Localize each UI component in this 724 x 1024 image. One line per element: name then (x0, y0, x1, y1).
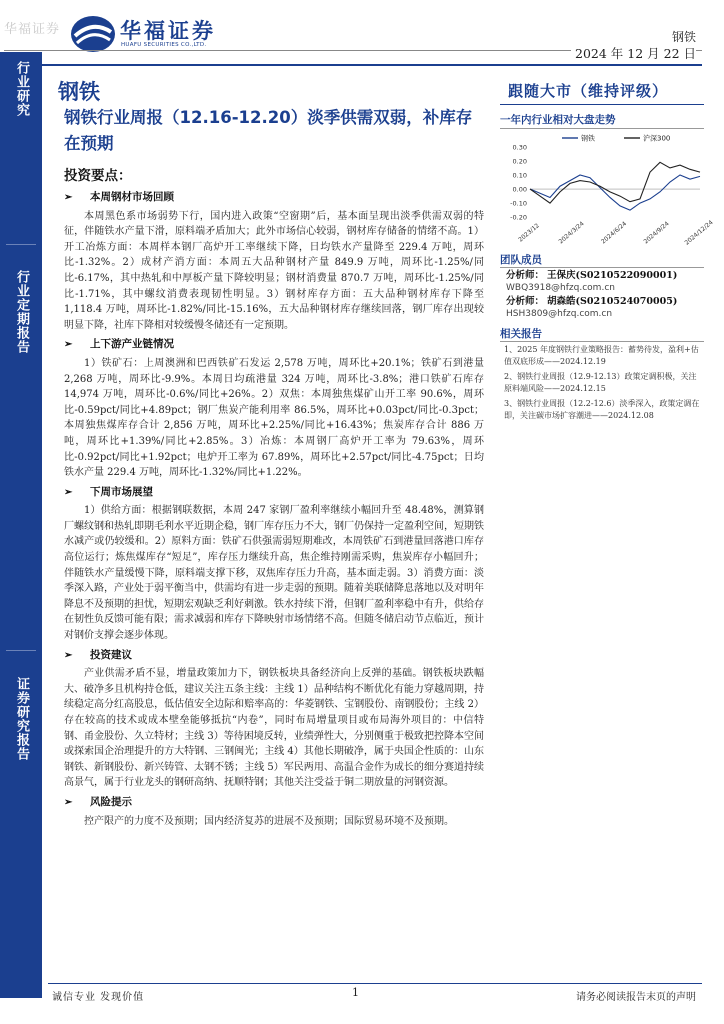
header-divider-accent (4, 64, 702, 66)
section-heading-supply-chain: ➢ 上下游产业链情况 (64, 337, 484, 353)
footer-slogan: 诚信专业 发现价值 (52, 992, 145, 1003)
paragraph-outlook: 1）供给方面：根据钢联数据，本周 247 家钢厂盈利率继续小幅回升至 48.48%，测算钢厂螺纹钢和热轧即期毛利水平近期企稳，钢厂库存压力不大，钢厂仍保持一定盈利空间，短期铁水减产或仍较缓和。2）原料方面：铁矿石供强需弱短期难改，本周铁矿石到港量回落港口库存高位运行；炼焦煤库存“短足”，库存压力继续升高，焦企维持刚需采购，焦炭库存小幅回升；伴随铁水产量缓慢下降，原料端支撑下移，双焦库存压力升高，基本面走弱。3）消费方面：淡季深入路，产业处于弱平衡当中，供需均有进一步走弱的预期。随着美联储降息落地以及对明年降息不及预期的担忧，短期宏观缺乏利好刺激。铁水持续下滑，但钢厂盈利率稳中有升，供给存在韧性负反馈可能有限；需求减弱和库存下降映射市场情绪不高。但随冬储启动节点临近，预计对钢价支撑会逐步体现。 (64, 505, 484, 642)
y-tick-label: 0.20 (512, 157, 527, 166)
y-tick-label: 0.00 (512, 185, 527, 194)
related-report-item[interactable]: 2、钢铁行业周报（12.9-12.13）政策定调积极，关注原料端风险——2024.12.15 (504, 372, 697, 393)
related-reports-divider (500, 341, 704, 342)
analyst-2-email[interactable]: HSH3809@hfzq.com.cn (506, 309, 613, 319)
bullet-arrow-icon: ➢ (64, 486, 73, 498)
paragraph-risk: 控产限产的力度不及预期；国内经济复苏的进展不及预期；国际贸易环境不及预期。 (84, 815, 454, 827)
bullet-arrow-icon: ➢ (64, 796, 73, 808)
x-tick-label: 2024/12/24 (683, 219, 715, 247)
sidebar (0, 52, 42, 998)
x-tick-label: 2023/12 (517, 222, 541, 244)
report-title: 钢铁行业周报（12.16-12.20）淡季供需双弱，补库存在预期 (64, 108, 473, 153)
header-industry: 钢铁 (671, 30, 696, 44)
section-heading-risk: ➢ 风险提示 (64, 795, 484, 811)
x-tick-label: 2024/9/24 (642, 220, 671, 246)
analyst-1-email[interactable]: WBQ3918@hfzq.com.cn (506, 283, 615, 293)
header-date: 2024 年 12 月 22 日 (571, 44, 696, 62)
footer-disclaimer: 请务必阅读报告末页的声明 (576, 992, 696, 1003)
y-tick-label: -0.20 (510, 213, 527, 222)
bullet-arrow-icon: ➢ (64, 192, 73, 203)
related-reports-list (504, 344, 704, 425)
section-heading-market-review: ➢ 本周钢材市场回顾 (64, 190, 484, 206)
relative-performance-chart (500, 132, 715, 247)
rating-divider (500, 104, 704, 105)
key-points-heading: 投资要点： (64, 168, 132, 184)
y-tick-label: 0.30 (512, 143, 527, 152)
y-tick-label: 0.10 (512, 171, 527, 180)
x-tick-label: 2024/6/24 (600, 220, 629, 246)
watermark: 华福证券 (4, 22, 61, 37)
report-body (64, 186, 484, 833)
sidebar-divider (6, 244, 36, 245)
chart-title-divider (500, 128, 704, 129)
rating: 跟随大市（维持评级） (508, 82, 669, 100)
sidebar-label-securities: 证券研究报告 (14, 677, 29, 761)
y-tick-label: -0.10 (510, 199, 527, 208)
brand-name-en: HUAFU SECURITIES CO.,LTD. (121, 42, 207, 48)
legend-label: 钢铁 (581, 134, 595, 143)
bullet-arrow-icon: ➢ (64, 649, 73, 661)
sidebar-divider (6, 650, 36, 651)
series-line-1 (530, 162, 700, 203)
related-report-item[interactable]: 3、钢铁行业周报（12.2-12.6）淡季深入，政策定调在即，关注碳市场扩容潮进——2024.12.08 (504, 399, 700, 420)
sidebar-label-periodic: 行业定期报告 (14, 270, 29, 354)
page-number: 1 (352, 986, 359, 999)
footer-divider (48, 983, 702, 984)
sidebar-label-research: 行业研究 (14, 61, 29, 117)
paragraph-market-review: 本周黑色系市场弱势下行，国内进入政策“空窗期”后，基本面呈现出淡季供需双弱的特征，伴随铁水产量下滑，原料端矛盾加大；此外市场信心较弱，钢材库存储备的情绪不高。1）开工冶炼方面：本周样本钢厂高炉开工率继续下降，日均铁水产量降至 229.4 万吨，周环比-1.32%。2）成材产消方面：本周五大品种钢材产量 849.9 万吨，周环比-1.25%/同比-6.17%，其中热轧和中厚板产量下降较明显；钢材消费量 870.7 万吨，周环比-1.25%/同比-1.71%，其中螺纹消费表现韧性明显。3）钢材库存方面：五大品种钢材库存下降至 1,118.4 万吨，周环比-1.82%/同比-15.16%，五大品种钢材库存继续回落，钢厂库存出现较明显下降，社库下降相对较缓慢冬储还有一定预期。 (64, 210, 484, 331)
paragraph-supply-chain: 1）铁矿石：上周澳洲和巴西铁矿石发运 2,578 万吨，周环比+20.1%；铁矿石到港量 2,268 万吨，周环比-9.9%。本周日均疏港量 324 万吨，周环比-3.8%；港口铁矿石库存 14,974 万吨，周环比-0.6%/同比+26%。2）双焦：本周独焦煤矿山开工率 90.6%，周环比-0.59pct/同比+4.89pct；钢厂焦炭产能利用率 86.5%，周环比+0.03pct/同比-0.3pct；本周独焦煤库存合计 2,856 万吨，周环比+2.25%/同比+16.43%；焦炭库存合计 886 万吨，周环比+1.39%/同比+2.85%。3）冶炼：本周钢厂高炉开工率为 79.63%，周环比-0.92pct/同比+1.92pct；电炉开工率为 67.89%，周环比+2.57pct/同比-4.75pct；日均铁水产量 229.4 万吨，周环比-1.32%/同比+1.22%。 (64, 357, 484, 479)
brand-name-cn: 华福证券 (120, 19, 216, 43)
legend-label: 沪深300 (643, 134, 671, 143)
section-heading-outlook: ➢ 下周市场展望 (64, 485, 484, 501)
industry-title: 钢铁 (58, 80, 100, 104)
x-tick-label: 2024/3/24 (557, 220, 586, 246)
series-line-0 (530, 175, 700, 210)
bullet-arrow-icon: ➢ (64, 339, 73, 351)
team-title: 团队成员 (500, 254, 542, 266)
logo-mark-icon (70, 14, 116, 54)
team-divider (500, 267, 704, 268)
analyst-1: 分析师： 王保庆(S0210522090001) (506, 270, 678, 281)
section-heading-investment: ➢ 投资建议 (64, 648, 484, 664)
chart-title: 一年内行业相对大盘走势 (500, 114, 616, 126)
analyst-2: 分析师： 胡森皓(S0210524070005) (506, 296, 678, 307)
paragraph-investment: 产业供需矛盾不显，增量政策加力下，钢铁板块具备经济向上反弹的基础。钢铁板块跌幅大、破净多且机构持仓低，建议关注五条主线：主线 1）品种结构不断优化有能力穿越周期，持续稳定高分红高股息，低估值安全边际和赔率高的：华菱钢铁、宝钢股份、南钢股份；主线 2）存在较高的技术或成本壁垒能够抵抗“内卷”，同时布局增量项目或布局海外项目的：中信特钢、甬金股份、久立特材；主线 3）等待困境反转，业绩弹性大，分别侧重于极致把控降本空间或探索国企治理提升的方大特钢、三钢闽光；主线 4）其他长期破净，属于央国企性质的：山东钢铁、新钢股份、新兴铸管、太钢不锈；主线 5）军民两用、高温合金作为成长的细分赛道持续高景气，属于行业龙头的钢研高纳、抚顺特钢；其他关注受益于铜二期放量的河钢资源。 (64, 668, 484, 789)
related-reports-title: 相关报告 (500, 328, 542, 340)
related-report-item[interactable]: 1、2025 年度钢铁行业策略报告：蓄势待发，盈利+估值双底形成——2024.12.19 (504, 345, 699, 366)
